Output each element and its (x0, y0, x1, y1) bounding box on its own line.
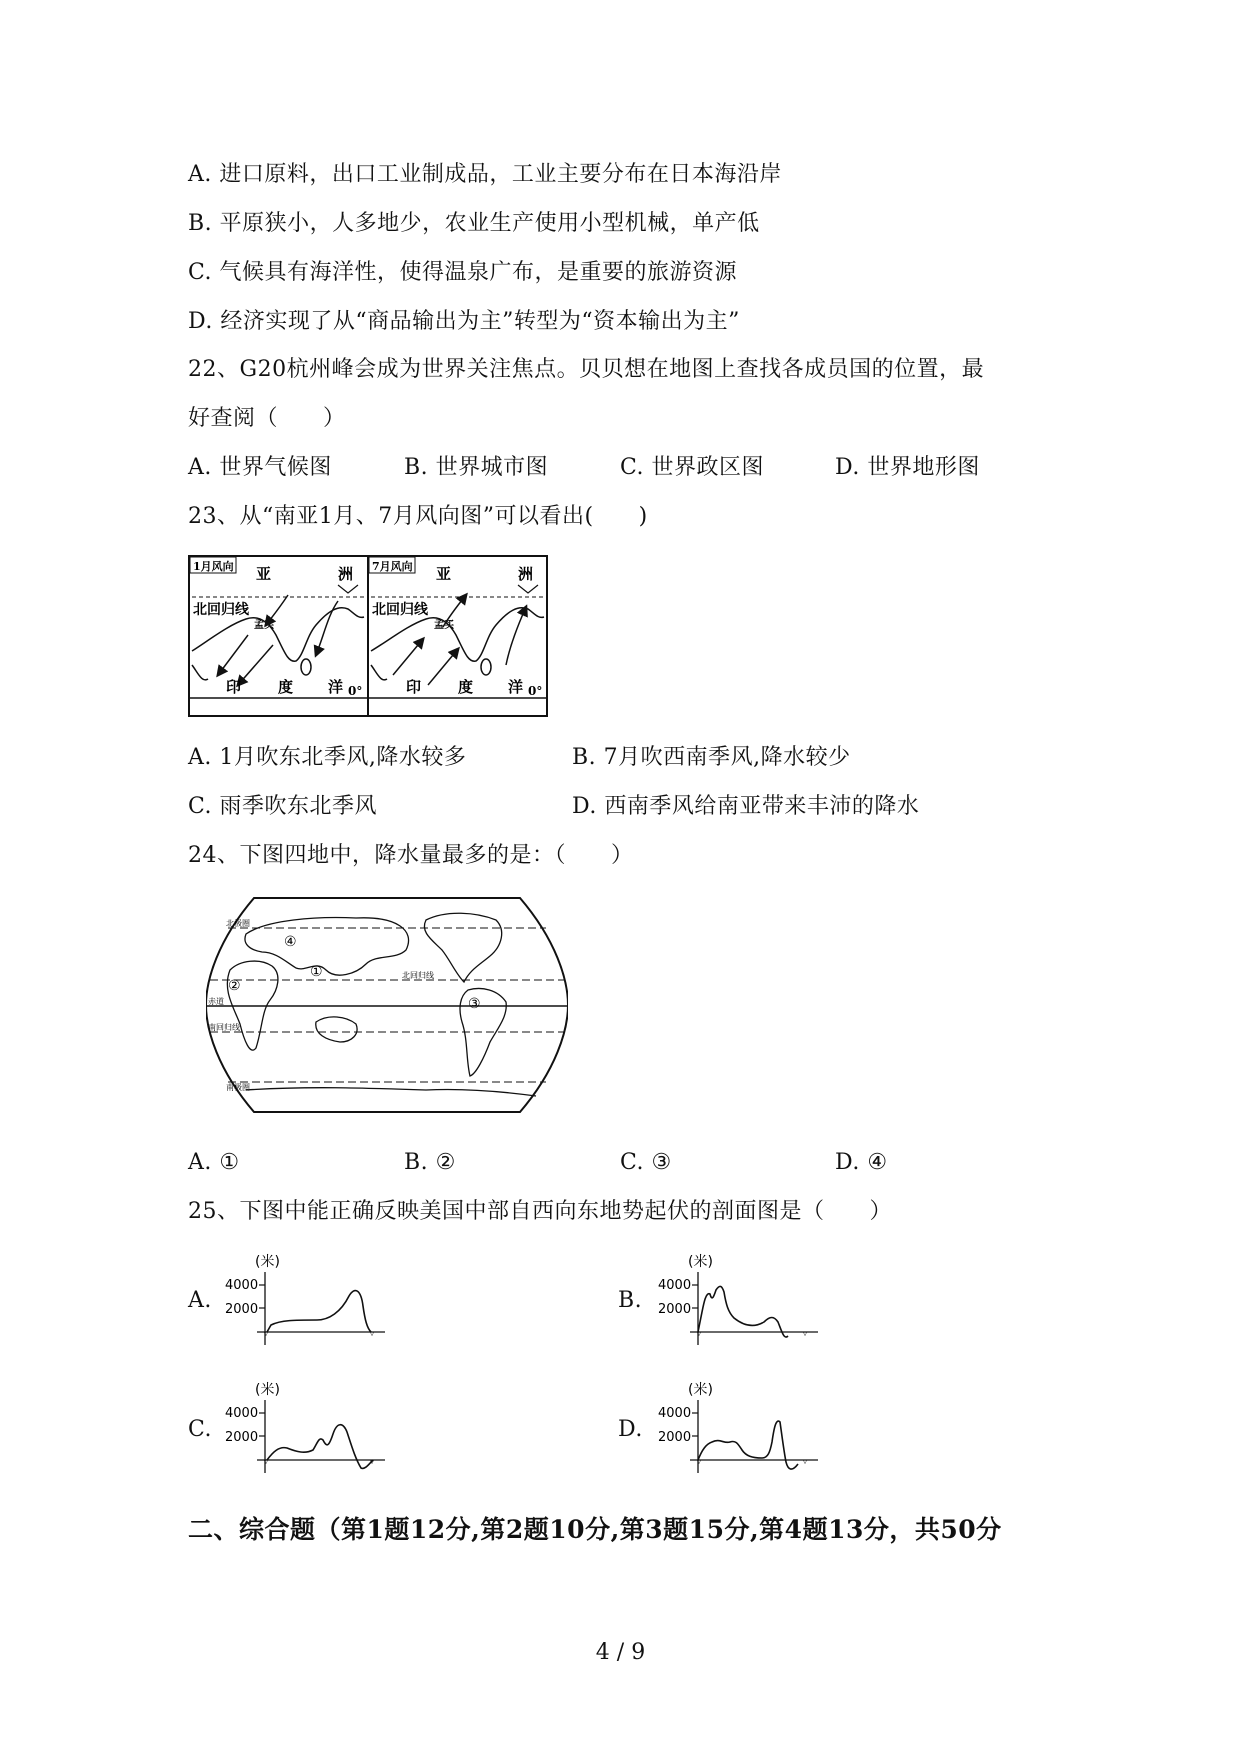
label-tropic-north: 北回归线 (402, 971, 434, 980)
label-ocean-2: 度 (278, 678, 294, 696)
label-antarctic-circle: 南极圈 (226, 1083, 250, 1092)
label-ocean-3: 洋 (508, 678, 524, 696)
tick-2000: 2000 (225, 1302, 259, 1317)
east-marker: ▿ (803, 1329, 808, 1338)
label-latitude: 0° (528, 684, 543, 698)
label-ocean-2: 度 (458, 678, 474, 696)
marker-3: ③ (468, 996, 481, 1012)
profile-a-label: A. (188, 1288, 212, 1313)
q23-option-a: A. 1月吹东北季风,降水较多 (188, 745, 467, 770)
label-equator: 赤道 (208, 997, 224, 1006)
tick-2000: 2000 (225, 1430, 259, 1445)
label-ocean-1: 印 (226, 678, 242, 696)
profile-b-label: B. (618, 1288, 643, 1313)
label-city: 孟买 (434, 620, 454, 631)
panel-title-january: 1月风向 (193, 560, 234, 573)
q22-option-b: B. 世界城市图 (404, 455, 549, 480)
marker-4: ④ (284, 934, 297, 950)
label-asia-2: 洲 (518, 565, 534, 583)
marker-2: ② (228, 978, 241, 994)
q21-option-c: C. 气候具有海洋性，使得温泉广布，是重要的旅游资源 (188, 260, 738, 285)
label-asia-1: 亚 (436, 565, 452, 583)
tick-4000: 4000 (225, 1406, 259, 1421)
q21-option-d: D. 经济实现了从“商品输出为主”转型为“资本输出为主” (188, 309, 740, 334)
profile-c-label: C. (188, 1417, 213, 1442)
east-marker: ▿ (370, 1329, 375, 1338)
panel-title-july: 7月风向 (372, 560, 413, 573)
profile-c-chart (225, 1378, 390, 1478)
q22-option-a: A. 世界气候图 (188, 455, 332, 480)
south-asia-wind-map (188, 555, 548, 717)
q24-option-d: D. ④ (835, 1150, 888, 1175)
label-latitude: 0° (348, 684, 363, 698)
q24-option-a: A. ① (188, 1150, 240, 1175)
west-marker: ▿ (264, 1457, 269, 1466)
section-2-heading: 二、综合题（第1题12分,第2题10分,第3题15分,第4题13分，共50分 (188, 1515, 1002, 1544)
q24-stem: 24、下图四地中，降水量最多的是：（ ） (188, 843, 634, 868)
label-arctic-circle: 北极圈 (226, 919, 250, 928)
unit-label: (米) (255, 1382, 280, 1398)
q23-option-d: D. 西南季风给南亚带来丰沛的降水 (572, 794, 920, 819)
east-marker: ▿ (803, 1457, 808, 1466)
profile-d-label: D. (618, 1417, 643, 1442)
west-marker: ▿ (697, 1457, 702, 1466)
label-tropic-south: 南回归线 (208, 1023, 240, 1032)
east-marker: ▿ (370, 1457, 375, 1466)
q23-option-b: B. 7月吹西南季风,降水较少 (572, 745, 851, 770)
label-asia-1: 亚 (256, 565, 272, 583)
label-tropic: 北回归线 (372, 602, 428, 618)
q24-option-c: C. ③ (620, 1150, 672, 1175)
world-map (206, 890, 568, 1120)
unit-label: (米) (688, 1382, 713, 1398)
label-asia-2: 洲 (338, 565, 354, 583)
q22-stem-line2: 好查阅（ ） (188, 406, 346, 431)
q23-stem: 23、从“南亚1月、7月风向图”可以看出( ) (188, 504, 648, 529)
label-ocean-1: 印 (406, 678, 422, 696)
q23-option-c: C. 雨季吹东北季风 (188, 794, 378, 819)
tick-4000: 4000 (658, 1278, 692, 1293)
q22-stem-line1: 22、G20杭州峰会成为世界关注焦点。贝贝想在地图上查找各成员国的位置，最 (188, 357, 985, 382)
profile-a-chart (225, 1250, 390, 1350)
profile-d-chart (658, 1378, 823, 1478)
unit-label: (米) (688, 1254, 713, 1270)
tick-4000: 4000 (658, 1406, 692, 1421)
unit-label: (米) (255, 1254, 280, 1270)
marker-1: ① (310, 964, 323, 980)
tick-4000: 4000 (225, 1278, 259, 1293)
profile-b-chart (658, 1250, 823, 1350)
label-tropic: 北回归线 (193, 602, 249, 618)
q24-option-b: B. ② (404, 1150, 456, 1175)
label-ocean-3: 洋 (328, 678, 344, 696)
q22-option-c: C. 世界政区图 (620, 455, 765, 480)
west-marker: ▿ (264, 1329, 269, 1338)
q21-option-b: B. 平原狭小，人多地少，农业生产使用小型机械，单产低 (188, 211, 760, 236)
label-city: 孟买 (254, 620, 274, 631)
q21-option-a: A. 进口原料，出口工业制成品，工业主要分布在日本海沿岸 (188, 162, 782, 187)
q25-stem: 25、下图中能正确反映美国中部自西向东地势起伏的剖面图是（ ） (188, 1199, 892, 1224)
tick-2000: 2000 (658, 1430, 692, 1445)
page-number: 4 / 9 (595, 1640, 646, 1665)
q22-option-d: D. 世界地形图 (835, 455, 980, 480)
tick-2000: 2000 (658, 1302, 692, 1317)
west-marker: ▿ (697, 1329, 702, 1338)
